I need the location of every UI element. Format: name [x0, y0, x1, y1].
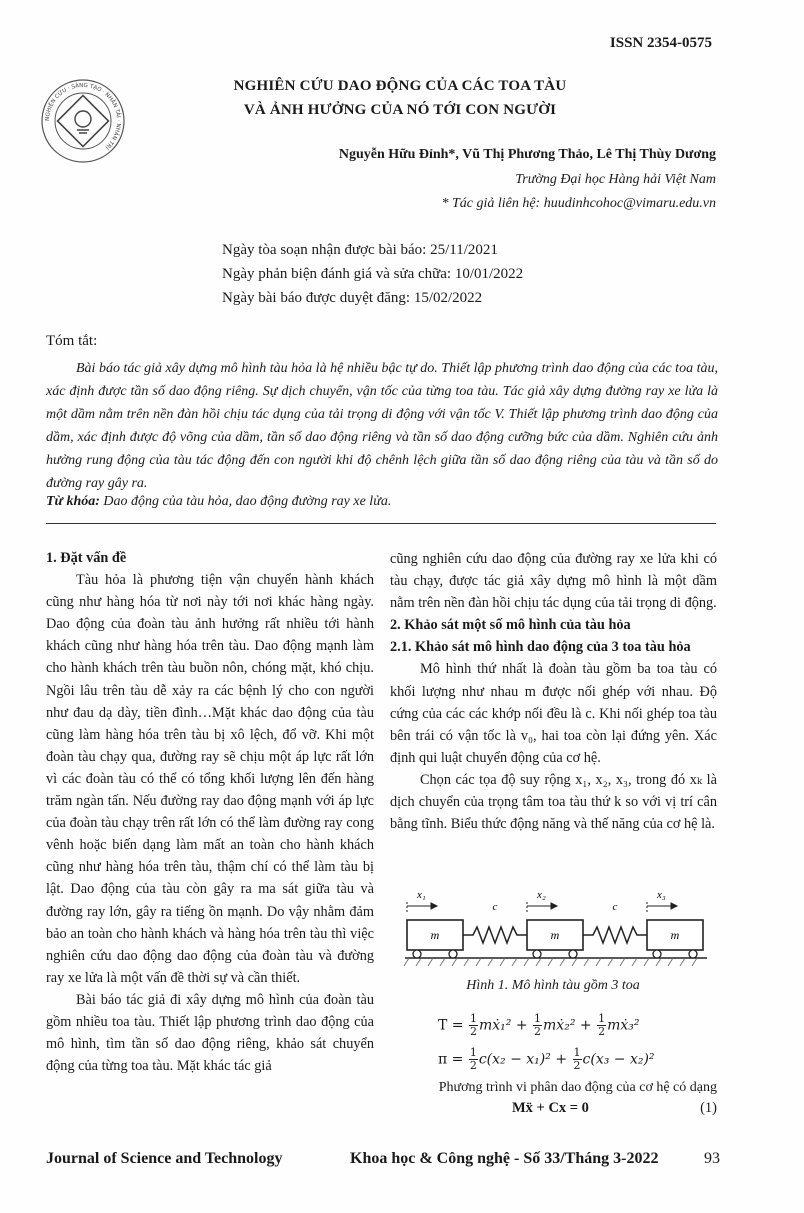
keywords: [46, 494, 391, 510]
mass-label: m: [430, 928, 440, 942]
car-1: [407, 920, 463, 958]
author-list: Nguyễn Hữu Đỉnh*, Vũ Thị Phương Thảo, Lê Thị Thùy Dương: [338, 147, 716, 162]
paragraph: Mô hình thứ nhất là đoàn tàu gồm ba toa tàu có khối lượng như nhau m được nối ghép với nhau. Độ cứng của các các khớp nối đều là c. Khi nối ghép toa tàu bên trái có vận tốc là v₀, hai toa còn lại đứng yên. Xác định qui luật chuyển động của cơ hệ.: [390, 661, 717, 766]
section-heading-1: 1. Đặt vấn đề: [46, 550, 127, 566]
fraction: $\frac{1}{2}$: [573, 1046, 581, 1072]
car-3: [647, 920, 703, 958]
mass-label: m: [550, 928, 560, 942]
date-reviewed: Ngày phản biện đánh giá và sửa chữa: 10/01/2022: [222, 266, 524, 282]
three-car-train-diagram: [403, 878, 709, 970]
left-column: [46, 547, 374, 1077]
car-2: [527, 920, 583, 958]
paper-title: [150, 74, 650, 122]
matrix-equation: Mẍ + Cx = 0: [512, 1100, 589, 1116]
mass-label: m: [670, 928, 680, 942]
section-divider: [46, 523, 716, 524]
spring-1: [463, 927, 527, 943]
submission-dates: [222, 238, 523, 310]
section-heading-2-1: 2.1. Khảo sát mô hình dao động của 3 toa tàu hỏa: [390, 639, 691, 656]
coord-label: x₁: [417, 889, 426, 901]
potential-energy-equation: π = $\frac{1}{2}$ c(x₂ − x₁)² + $\frac{1}{2}$ c(x₃ − x₂)²: [438, 1046, 655, 1072]
kinetic-energy-equation: T = $\frac{1}{2}$ mẋ₁² + $\frac{1}{2}$ mẋ₂² + $\frac{1}{2}$ mẋ₃²: [438, 1012, 640, 1038]
issue-info: Khoa học & Công nghệ - Số 33/Tháng 3-2022: [350, 1150, 659, 1167]
eq-lhs: π =: [438, 1051, 464, 1068]
paragraph: Tàu hỏa là phương tiện vận chuyển hành khách cũng như hàng hóa từ nơi này tới nơi khác hàng ngày. Dao động của đoàn tàu ảnh hưởng rất nhiều tới hành khách cũng như hàng hóa trên tàu. Dao động mạnh làm cho hành khách trên tàu buồn nôn, chóng mặt, khó chịu. Ngồi lâu trên tàu dễ xảy ra các bệnh lý cho con người như đau dạ dày, tiền đình…Mặt khác dao động của tàu cũng làm hàng hóa trên tàu bị xô lệch, đổ vỡ. Khi một đoàn tàu chạy qua, đường ray sẽ chịu một áp lực rất lớn vì các đoàn tàu có thể có tổng khối lượng lên đến hàng trăm ngàn tấn. Nếu đường ray dao động mạnh với áp lực của đoàn tàu chạy trên rất lớn có thể làm đường ray cong vênh hoặc biến dạng làm mất an toàn cho hành khách cũng như hàng hóa trên tàu, thậm chí có thể làm tàu bị lật. Dao động của tàu còn gây ra ma sát giữa tàu và đường ray lớn, gây ra tiếng ồn mạnh. Do vậy nhằm đảm bảo an toàn cho hành khách và hàng hóa trên tàu thì việc nghiên cứu dao động dao động của đoàn tàu và đường ray xe lửa là một vấn đề thời sự và cần thiết.: [46, 572, 374, 986]
journal-logo: [40, 78, 126, 164]
keywords-label: Từ khóa:: [46, 494, 100, 509]
eq-lhs: T =: [438, 1017, 464, 1034]
page-number: 93: [704, 1150, 720, 1167]
abstract-body: Bài báo tác giả xây dựng mô hình tàu hỏa là hệ nhiều bậc tự do. Thiết lập phương trình dao động của các toa tàu, xác định được tần số dao động riêng. Sự dịch chuyển, vận tốc của từng toa tàu. Tác giả xây dựng đường ray xe lửa là một dầm nằm trên nền đàn hồi chịu tác dụng của tải trọng di động với vận tốc V. Thiết lập phương trình dao động của dầm, xác định được độ võng của dầm, tần số dao động riêng và tần số dao động cưỡng bức của dầm. Nghiên cứu ảnh hưởng rung động của tàu tác động đến con người khi độ chênh lệch giữa tần số dao động riêng của tàu và tần số do đường ray gây ra.: [46, 361, 718, 491]
keywords-text: Dao động của tàu hỏa, dao động đường ray xe lửa.: [99, 494, 392, 509]
fraction: $\frac{1}{2}$: [598, 1012, 606, 1038]
paragraph: cũng nghiên cứu dao động của đường ray xe lửa khi có tàu chạy, được tác giả xây dựng mô hình là một dầm nằm trên nền đàn hồi chịu tác dụng của tải trọng di động.: [390, 551, 717, 612]
abstract-heading: Tóm tắt:: [46, 333, 98, 349]
title-line-1: NGHIÊN CỨU DAO ĐỘNG CỦA CÁC TOA TÀU: [233, 78, 567, 94]
fraction: $\frac{1}{2}$: [534, 1012, 542, 1038]
spring-2: [583, 927, 647, 943]
paragraph: Chọn các tọa độ suy rộng x₁, x₂, x₃, trong đó xₖ là dịch chuyển của trọng tâm toa tàu thứ k so với vị trí cân bằng tĩnh. Biểu thức động năng và thế năng của cơ hệ là.: [390, 771, 717, 833]
coord-label: x₃: [657, 889, 666, 901]
spring-label: c: [492, 901, 498, 913]
fraction: $\frac{1}{2}$: [469, 1012, 477, 1038]
journal-name: Journal of Science and Technology: [46, 1150, 283, 1167]
issn-number: ISSN 2354-0575: [609, 35, 712, 51]
contact-email: * Tác giả liên hệ: huudinhcohoc@vimaru.edu.vn: [441, 196, 716, 211]
date-received: Ngày tòa soạn nhận được bài báo: 25/11/2021: [222, 242, 498, 258]
spring-label: c: [612, 901, 618, 913]
date-accepted: Ngày bài báo được duyệt đăng: 15/02/2022: [222, 290, 483, 306]
fraction: $\frac{1}{2}$: [469, 1046, 477, 1072]
paragraph: Bài báo tác giả đi xây dựng mô hình của đoàn tàu gồm nhiều toa tàu. Thiết lập phương trình dao động của mô hình, tìm tần số dao động riêng, khảo sát chuyển động của từng toa tàu. Mặt khác tác giả: [46, 991, 374, 1075]
logo-ring-text: NGHIÊN CỨU · SÁNG TẠO · NHÂN TÀI · NHÂN TRÍ: [44, 82, 122, 150]
equation-number: (1): [700, 1100, 717, 1116]
coord-label: x₂: [537, 889, 546, 901]
affiliation: Trường Đại học Hàng hải Việt Nam: [515, 172, 716, 187]
title-line-2: VÀ ẢNH HƯỞNG CỦA NÓ TỚI CON NGƯỜI: [243, 102, 557, 118]
right-column: [390, 548, 717, 835]
figure-caption: Hình 1. Mô hình tàu gồm 3 toa: [466, 978, 640, 993]
equation-intro: Phương trình vi phân dao động của cơ hệ có dạng: [438, 1080, 717, 1095]
section-heading-2: 2. Khảo sát một số mô hình của tàu hỏa: [390, 617, 631, 634]
